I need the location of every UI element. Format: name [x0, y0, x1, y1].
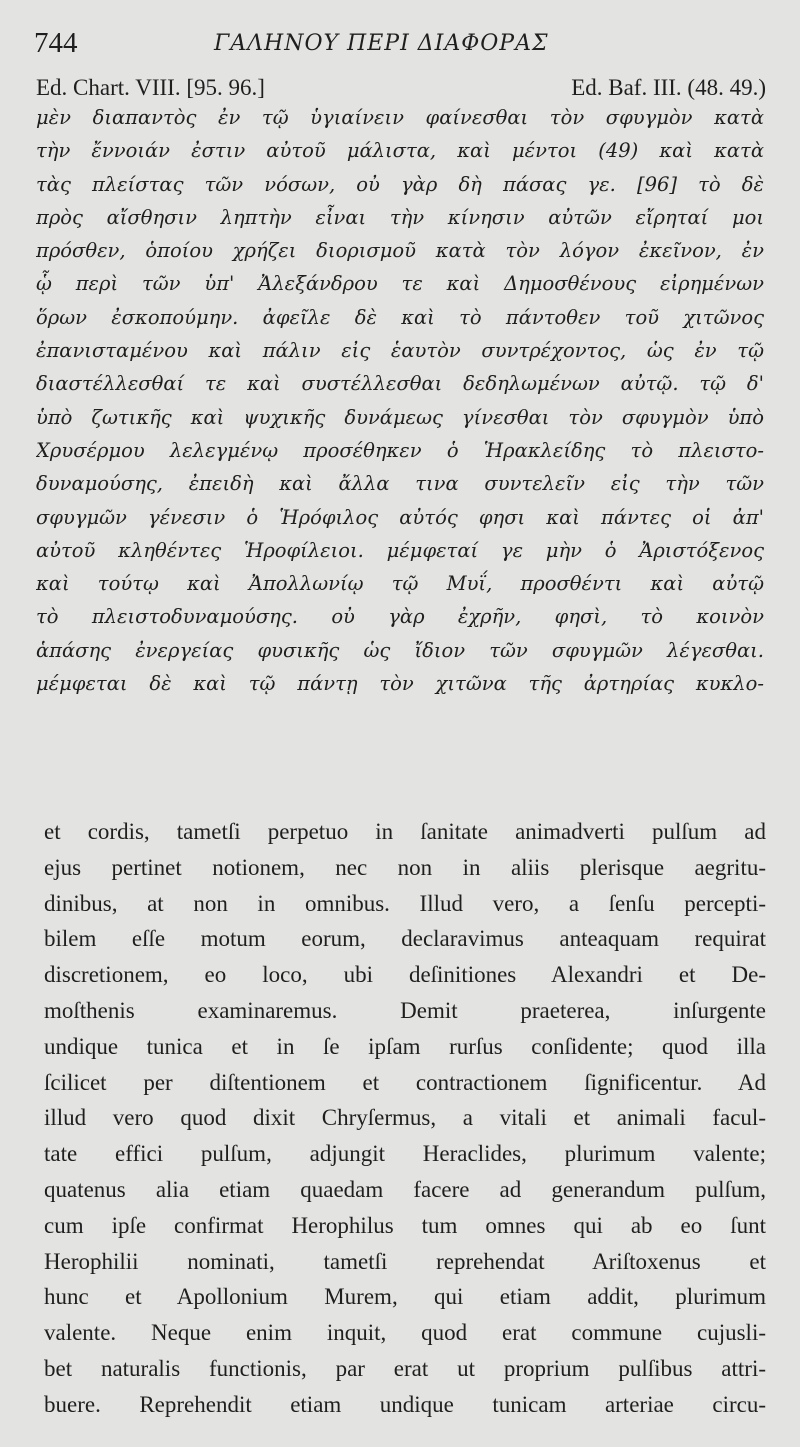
- latin-text-line: illud vero quod dixit Chryſermus, a vitali et animali facul-: [44, 1105, 766, 1131]
- latin-text-line: hunc et Apollonium Murem, qui etiam addit, plurimum: [44, 1284, 766, 1310]
- page-number: 744: [34, 27, 78, 59]
- latin-text-line: et cordis, tametſi perpetuo in ſanitate animadverti pulſum ad: [44, 819, 766, 844]
- greek-text-line: τὸ πλειστοδυναμούσης. οὐ γὰρ ἐχρῆν, φησὶ, τὸ κοινὸν: [36, 605, 764, 629]
- greek-text-line: αὐτοῦ κληθέντες Ἡροφίλειοι. μέμφεταί γε μὴν ὁ Ἀριστόξενος: [36, 538, 764, 562]
- greek-text-line: μὲν διαπαντὸς ἐν τῷ ὑγιαίνειν φαίνεσθαι τὸν σφυγμὸν κατὰ: [36, 106, 764, 129]
- latin-text-line: undique tunica et in ſe ipſam rurſus conſidente; quod illa: [44, 1033, 766, 1059]
- greek-text-line: δυναμούσης, ἐπειδὴ καὶ ἄλλα τινα συντελεῖν εἰς τὴν τῶν: [36, 472, 764, 496]
- latin-text-line: valente. Neque enim inquit, quod erat commune cujusli-: [44, 1320, 766, 1346]
- latin-text-line: dinibus, at non in omnibus. Illud vero, a ſenſu percepti-: [44, 890, 766, 916]
- latin-text-line: quatenus alia etiam quaedam facere ad generandum pulſum,: [44, 1176, 766, 1202]
- latin-text-line: bilem eſſe motum eorum, declaravimus anteaquam requirat: [44, 926, 766, 952]
- latin-text-line: discretionem, eo loco, ubi deſinitiones Alexandri et De-: [44, 962, 766, 988]
- latin-text-block: [44, 814, 766, 1423]
- latin-text-line: cum ipſe confirmat Herophilus tum omnes qui ab eo ſunt: [44, 1212, 766, 1238]
- greek-text-line: ὅρων ἐσκοπούμην. ἀφεῖλε δὲ καὶ τὸ πάντοθεν τοῦ χιτῶνος: [36, 305, 764, 329]
- edition-reference-basel: Ed. Baf. III. (48. 49.): [571, 75, 766, 100]
- latin-text-line: ejus pertinet notionem, nec non in aliis plerisque aegritu-: [44, 854, 766, 880]
- greek-text-line: πρὸς αἴσθησιν ληπτὴν εἶναι τὴν κίνησιν αὐτῶν εἴρηταί μοι: [36, 205, 764, 229]
- greek-text-line: τὴν ἔννοιάν ἐστιν αὐτοῦ μάλιστα, καὶ μέντοι (49) καὶ κατὰ: [36, 139, 764, 163]
- greek-text-line: μέμφεται δὲ καὶ τῷ πάντῃ τὸν χιτῶνα τῆς ἀρτηρίας κυκλο-: [36, 672, 764, 696]
- latin-text-line: bet naturalis functionis, par erat ut proprium pulſibus attri-: [44, 1355, 766, 1381]
- edition-reference-chartier: Ed. Chart. VIII. [95. 96.]: [36, 75, 265, 100]
- greek-text-line: διαστέλλεσθαί τε καὶ συστέλλεσθαι δεδηλωμένων αὐτῷ. τῷ δ': [36, 372, 764, 396]
- greek-text-line: καὶ τούτῳ καὶ Ἀπολλωνίῳ τῷ Μυΐ, προσθέντι καὶ αὐτῷ: [36, 572, 764, 596]
- greek-text-line: ὑπὸ ζωτικῆς καὶ ψυχικῆς δυνάμεως γίνεσθαι τὸν σφυγμὸν ὑπὸ: [36, 405, 764, 429]
- greek-text-line: ᾧ περὶ τῶν ὑπ' Ἀλεξάνδρου τε καὶ Δημοσθένους εἰρημένων: [36, 272, 764, 296]
- greek-text-line: ἐπανισταμένου καὶ πάλιν εἰς ἑαυτὸν συντρέχοντος, ὡς ἐν τῷ: [36, 339, 764, 363]
- greek-text-line: σφυγμῶν γένεσιν ὁ Ἡρόφιλος αὐτός φησι καὶ πάντες οἱ ἀπ': [36, 505, 764, 529]
- greek-text-line: Χρυσέρμου λελεγμένῳ προσέθηκεν ὁ Ἡρακλείδης τὸ πλειστο-: [36, 438, 764, 462]
- latin-text-line: tate effici pulſum, adjungit Heraclides, plurimum valente;: [44, 1141, 766, 1167]
- latin-text-line: buere. Reprehendit etiam undique tunicam arteriae circu-: [44, 1391, 766, 1417]
- running-title: ΓΑΛΗΝΟΥ ΠΕΡΙ ΔΙΑΦΟΡΑΣ: [214, 31, 549, 56]
- latin-text-line: moſthenis examinaremus. Demit praeterea, inſurgente: [44, 997, 766, 1023]
- greek-text-line: πρόσθεν, ὁποίου χρήζει διορισμοῦ κατὰ τὸν λόγον ἐκεῖνον, ἐν: [36, 239, 764, 263]
- latin-text-line: Herophilii nominati, tametſi reprehendat Ariſtoxenus et: [44, 1248, 766, 1274]
- greek-text-line: τὰς πλείστας τῶν νόσων, οὐ γὰρ δὴ πάσας γε. [96] τὸ δὲ: [36, 172, 764, 196]
- latin-text-line: ſcilicet per diſtentionem et contractionem ſignificentur. Ad: [44, 1069, 766, 1095]
- greek-text-line: ἁπάσης ἐνεργείας φυσικῆς ὡς ἴδιον τῶν σφυγμῶν λέγεσθαι.: [36, 638, 764, 662]
- greek-text-block: [36, 101, 764, 700]
